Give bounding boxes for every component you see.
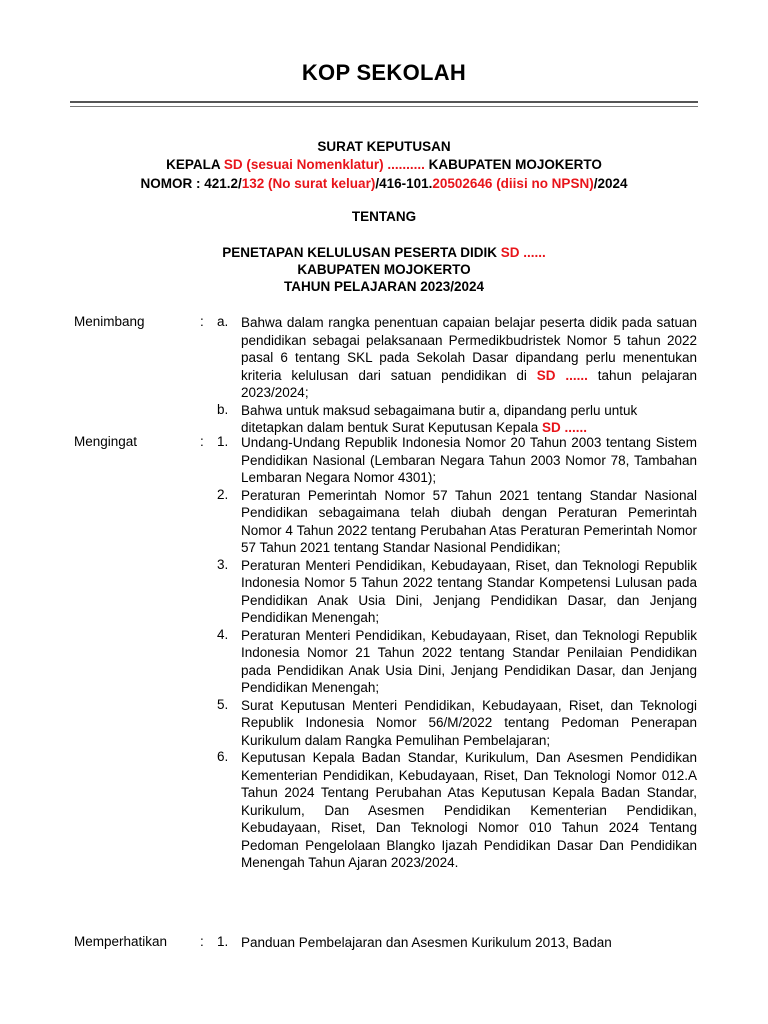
subject-school-placeholder: SD ......	[500, 245, 546, 260]
list-item-text: Peraturan Menteri Pendidikan, Kebudayaan, Riset, dan Teknologi Republik Indonesia Nomor 21 Tahun 2022 tentang Standar Penilaian Pendidikan pada Pendidikan Anak Usia Dini, Jenjang Pendidikan Dasar, dan Jenjang Pendidikan Menengah;	[241, 627, 697, 695]
list-item	[217, 697, 697, 750]
list-marker: a.	[217, 314, 229, 329]
list-item	[217, 487, 697, 557]
number-part-2: /416-101.	[375, 176, 433, 191]
list-marker: b.	[217, 401, 229, 417]
list-item-text: Keputusan Kepala Badan Standar, Kurikulum, Dan Asesmen Pendidikan Kementerian Pendidikan, Kebudayaan, Riset, Dan Teknologi Nomor 012.A Tahun 2024 Tentang Perubahan Atas Keputusan Kepala Badan Standar, Kurikulum, Dan Asesmen Pendidikan Kementerian Pendidikan, Kebudayaan, Riset, Dan Teknologi Nomor 010 Tahun 2024 Tentang Pedoman Pengelolaan Blangko Ijazah Pendidikan Dasar Dan Pendidikan Menengah Tahun Ajaran 2023/2024.	[241, 750, 697, 870]
text-segment: tahun pelajaran 2023/2024;	[241, 367, 698, 400]
list-item	[217, 749, 697, 872]
list-item	[217, 314, 697, 402]
document-type: SURAT KEPUTUSAN	[317, 139, 451, 154]
tentang-heading: TENTANG	[351, 209, 417, 224]
list-item-text	[241, 402, 697, 437]
section-colon: :	[200, 934, 204, 949]
list-item-text: Peraturan Menteri Pendidikan, Kebudayaan, Riset, dan Teknologi Republik Indonesia Nomor 5 Tahun 2022 tentang Standar Kompetensi Lulusan pada Pendidikan Anak Usia Dini, Jenjang Pendidikan Dasar, dan Jenjang Pendidikan Menengah;	[241, 557, 697, 625]
number-placeholder-npsn: 20502646 (diisi no NPSN)	[432, 176, 594, 191]
list-item-text	[241, 314, 697, 402]
school-placeholder: SD ......	[536, 367, 588, 383]
list-marker: 6.	[217, 749, 229, 764]
list-item	[217, 557, 697, 627]
list-marker: 2.	[217, 486, 229, 502]
subject-line-1	[0, 245, 768, 260]
mengingat-list	[217, 434, 697, 872]
subject-line-2: KABUPATEN MOJOKERTO	[297, 262, 471, 277]
text-segment: Bahwa untuk maksud sebagaimana butir a, dipandang perlu untuk ditetapkan dalam bentuk Surat Keputusan Kepala	[241, 402, 638, 435]
list-marker: 1.	[217, 434, 229, 449]
list-item-text: Undang-Undang Republik Indonesia Nomor 20 Tahun 2003 tentang Sistem Pendidikan Nasional (Lembaran Negara Tahun 2003 Nomor 78, Tambahan Lembaran Negara Nomor 4301);	[241, 435, 697, 485]
number-part-3: /2024	[593, 176, 628, 191]
menimbang-list	[217, 314, 697, 437]
subject-text: PENETAPAN KELULUSAN PESERTA DIDIK	[222, 245, 501, 260]
section-colon: :	[200, 314, 204, 329]
letterhead-title: KOP SEKOLAH	[301, 60, 467, 85]
number-part-1: NOMOR : 421.2/	[140, 176, 242, 191]
list-item-text: Peraturan Pemerintah Nomor 57 Tahun 2021 tentang Standar Nasional Pendidikan sebagaimana telah diubah dengan Peraturan Pemerintah Nomor 4 Tahun 2022 tentang Perubahan Atas Peraturan Pemerintah Nomor 57 Tahun 2021 tentang Standar Nasional Pendidikan;	[241, 487, 697, 555]
list-marker: 3.	[217, 556, 229, 572]
number-placeholder-outgoing: 132 (No surat keluar)	[241, 176, 376, 191]
section-label: Menimbang	[74, 314, 145, 329]
subject-line-3: TAHUN PELAJARAN 2023/2024	[283, 279, 485, 294]
section-colon: :	[200, 434, 204, 449]
list-item-text: Surat Keputusan Menteri Pendidikan, Kebudayaan, Riset, dan Teknologi Republik Indonesia Nomor 56/M/2022 tentang Pedoman Penerapan Kurikulum dalam Rangka Pemulihan Pembelajaran;	[241, 697, 697, 748]
decree-number	[0, 176, 768, 191]
list-item	[217, 434, 697, 487]
issuer-regency: KABUPATEN MOJOKERTO	[424, 157, 602, 172]
school-placeholder: SD ......	[541, 420, 587, 435]
list-marker: 5.	[217, 696, 229, 712]
list-item	[217, 402, 697, 437]
list-item	[217, 627, 697, 697]
section-label: Memperhatikan	[74, 934, 168, 949]
letterhead-divider	[70, 101, 698, 103]
memperhatikan-list	[217, 934, 697, 952]
letterhead-divider-thin	[70, 106, 698, 107]
list-marker: 4.	[217, 626, 229, 642]
text-segment: Bahwa dalam rangka penentuan capaian belajar peserta didik pada satuan pendidikan sebagai pelaksanaan Permedikbudristek Nomor 5 tahun 2022 pasal 6 tentang SKL pada Sekolah Dasar dipandang perlu menentukan kriteria kelulusan dari satuan pendidikan di	[241, 315, 697, 383]
issuer-school-placeholder: SD (sesuai Nomenklatur) ..........	[223, 157, 425, 172]
list-marker: 1.	[217, 934, 229, 949]
list-item-text: Panduan Pembelajaran dan Asesmen Kurikulum 2013, Badan	[241, 935, 612, 950]
list-item	[217, 934, 697, 952]
issuer-line	[0, 157, 768, 172]
issuer-prefix: KEPALA	[166, 157, 224, 172]
section-label: Mengingat	[74, 434, 138, 449]
